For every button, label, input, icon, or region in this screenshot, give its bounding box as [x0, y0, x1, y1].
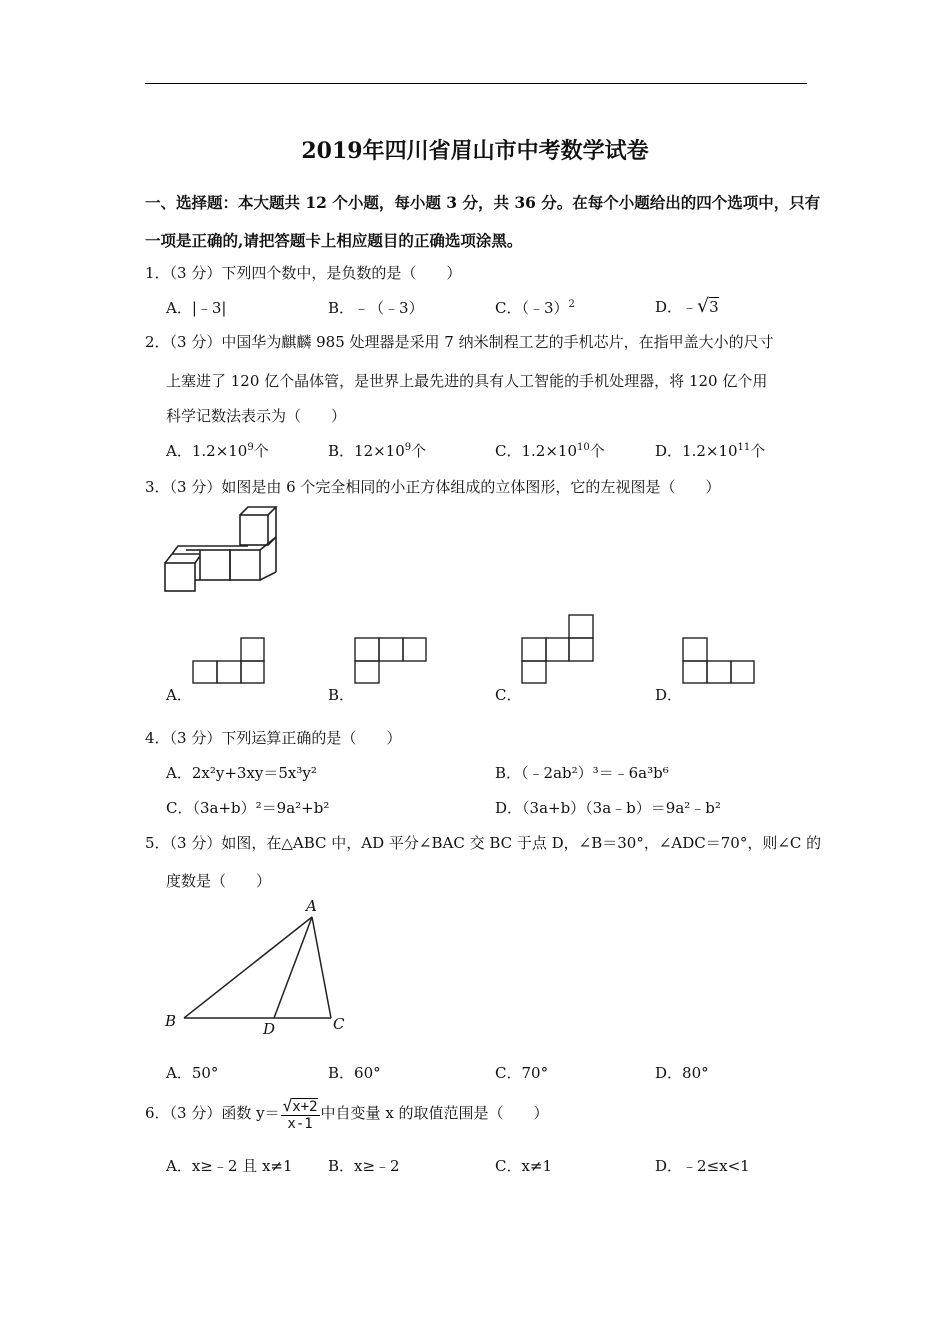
q6-option-d[interactable]: D．﹣2≤x<1 — [655, 1157, 750, 1175]
q3-option-d[interactable]: D． — [655, 686, 683, 704]
q6-stem: 6．（3 分）函数 y＝ $\frac{√x+2}{x-1}$ 中自变量 x 的取值范围是（ ） — [145, 1096, 549, 1132]
q3-option-a[interactable]: A． — [166, 686, 192, 704]
q3-option-c-figure — [521, 614, 595, 685]
q4-option-c[interactable]: C．（3a+b）²＝9a²+b² — [166, 799, 330, 817]
q5-option-b[interactable]: B．60° — [328, 1064, 381, 1082]
q2-stem-line2: 上塞进了 120 亿个晶体管，是世界上最先进的具有人工智能的手机处理器，将 120 亿个用 — [166, 372, 768, 390]
q2-option-d[interactable]: D．$1.2\times 10^{11}$个 — [655, 442, 766, 460]
q1-option-a[interactable]: A．|﹣3| — [166, 299, 227, 317]
q3-option-b[interactable]: B． — [328, 686, 355, 704]
q1-stem: 1．（3 分）下列四个数中，是负数的是（ ） — [145, 264, 462, 282]
q3-option-c[interactable]: C． — [495, 686, 522, 704]
header-rule — [145, 83, 807, 84]
q6-option-a[interactable]: A．x≥﹣2 且 x≠1 — [166, 1157, 293, 1175]
q1-option-b[interactable]: B．﹣（﹣3） — [328, 299, 424, 317]
q4-option-d[interactable]: D．（3a+b）（3a﹣b）＝9a²﹣b² — [495, 799, 721, 817]
section-instructions-line1: 一、选择题：本大题共 12 个小题，每小题 3 分，共 36 分。在每个小题给出的四个选项中，只有 — [145, 193, 821, 212]
q3-solid-figure — [164, 506, 280, 594]
q2-option-c[interactable]: C．$1.2\times 10^{10}$个 — [495, 442, 605, 460]
q3-option-d-figure — [682, 637, 756, 685]
q3-option-a-figure — [192, 637, 266, 685]
q4-stem: 4．（3 分）下列运算正确的是（ ） — [145, 729, 402, 747]
q5-label-a: A — [306, 897, 317, 915]
q3-option-b-figure — [354, 637, 428, 685]
q2-stem-line1: 2．（3 分）中国华为麒麟 985 处理器是采用 7 纳米制程工艺的手机芯片，在指甲盖大小的尺寸 — [145, 333, 774, 351]
q6-option-b[interactable]: B．x≥﹣2 — [328, 1157, 400, 1175]
q5-label-c: C — [333, 1015, 345, 1033]
q5-triangle-figure — [160, 895, 350, 1037]
q1-option-d[interactable]: D．﹣√3 — [655, 295, 719, 317]
q3-stem: 3．（3 分）如图是由 6 个完全相同的小正方体组成的立体图形，它的左视图是（ ） — [145, 478, 721, 496]
q2-option-b[interactable]: B．$12\times 10^9$个 — [328, 442, 427, 460]
q2-stem-line3: 科学记数法表示为（ ） — [166, 407, 347, 425]
q5-option-a[interactable]: A．50° — [166, 1064, 219, 1082]
q5-stem-line1: 5．（3 分）如图，在△ABC 中，AD 平分∠BAC 交 BC 于点 D，∠B＝30°，∠ADC＝70°，则∠C 的 — [145, 834, 822, 852]
q5-option-d[interactable]: D．80° — [655, 1064, 709, 1082]
q6-option-c[interactable]: C．x≠1 — [495, 1157, 553, 1175]
exam-title: 2019年四川省眉山市中考数学试卷 — [301, 138, 649, 164]
section-instructions-line2: 一项是正确的,请把答题卡上相应题目的正确选项涂黑。 — [145, 231, 523, 250]
q6-fraction: $\frac{√x+2}{x-1}$ — [282, 1096, 318, 1132]
q5-label-b: B — [165, 1012, 177, 1030]
q5-stem-line2: 度数是（ ） — [166, 872, 272, 890]
q4-option-a[interactable]: A．2x²y+3xy＝5x³y² — [166, 764, 317, 782]
q5-label-d: D — [263, 1020, 276, 1037]
q2-option-a[interactable]: A．$1.2\times 10^9$个 — [166, 442, 269, 460]
q5-option-c[interactable]: C．70° — [495, 1064, 549, 1082]
q4-option-b[interactable]: B．（﹣2ab²）³＝﹣6a³b⁶ — [495, 764, 669, 782]
q1-option-c[interactable]: C．（﹣3）$^2$ — [495, 299, 575, 317]
